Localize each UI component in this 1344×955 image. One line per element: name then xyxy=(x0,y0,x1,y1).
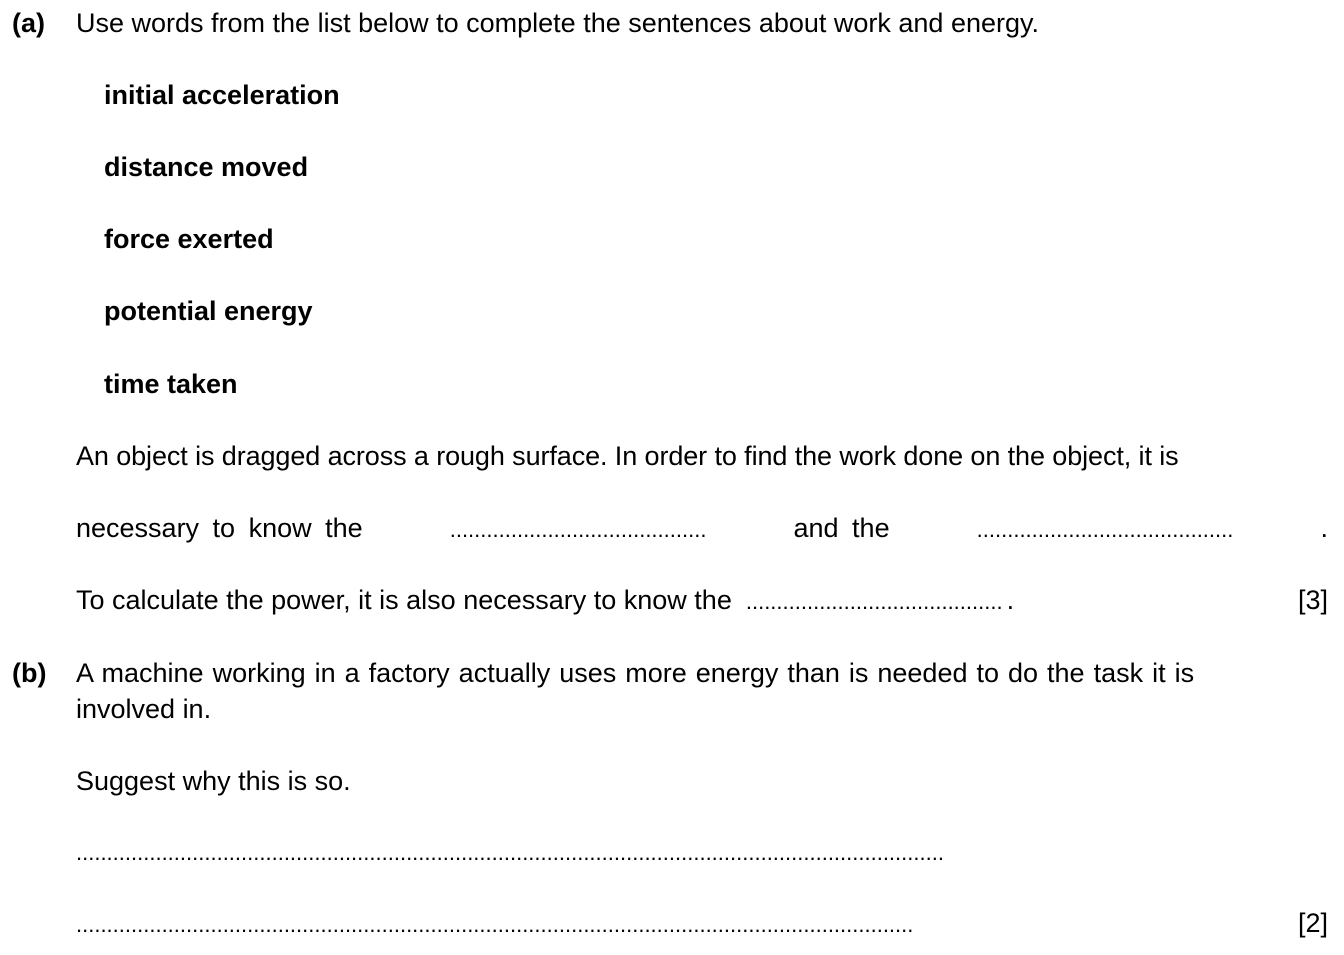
marks-part-b: [2] xyxy=(1297,908,1328,938)
sentence-necessary-start: necessary to know the xyxy=(76,513,363,543)
answer-blank-3[interactable]: .......................................... xyxy=(745,589,1003,614)
part-b-question-line-1: A machine working in a factory actually uses more energy than is needed to do the task it is xyxy=(76,658,1195,688)
answer-blank-1[interactable]: .......................................... xyxy=(449,517,707,542)
part-b-prompt: Suggest why this is so. xyxy=(76,766,351,796)
sentence-power-period: . xyxy=(1006,585,1015,615)
word-list-item: distance moved xyxy=(104,152,309,182)
sentence-work-done: An object is dragged across a rough surface. In order to find the work done on the object, it is xyxy=(76,441,1179,471)
part-b-question-line-2: involved in. xyxy=(76,694,212,724)
answer-line-2-row xyxy=(76,910,1328,937)
word-list-item: time taken xyxy=(104,369,238,399)
marks-part-a: [3] xyxy=(1297,585,1328,615)
sentence-power-start: To calculate the power, it is also necessary to know the xyxy=(76,585,732,615)
part-a-instruction: Use words from the list below to complete the sentences about work and energy. xyxy=(76,8,1039,38)
word-list-item: force exerted xyxy=(104,224,274,254)
part-b-label: (b) xyxy=(12,658,47,688)
answer-blank-2[interactable]: .......................................... xyxy=(976,517,1234,542)
answer-line-1[interactable]: .............................................................................................................................................. xyxy=(76,842,944,864)
part-a-label: (a) xyxy=(12,8,45,38)
answer-line-2[interactable]: ......................................................................................................................................... xyxy=(76,914,914,936)
word-list-item: initial acceleration xyxy=(104,80,340,110)
sentence-and-the: and the xyxy=(793,513,890,543)
sentence-period: . xyxy=(1320,513,1328,543)
word-list-item: potential energy xyxy=(104,296,313,326)
sentence-power-row xyxy=(76,587,1328,614)
sentence-necessary-row xyxy=(76,515,1328,542)
